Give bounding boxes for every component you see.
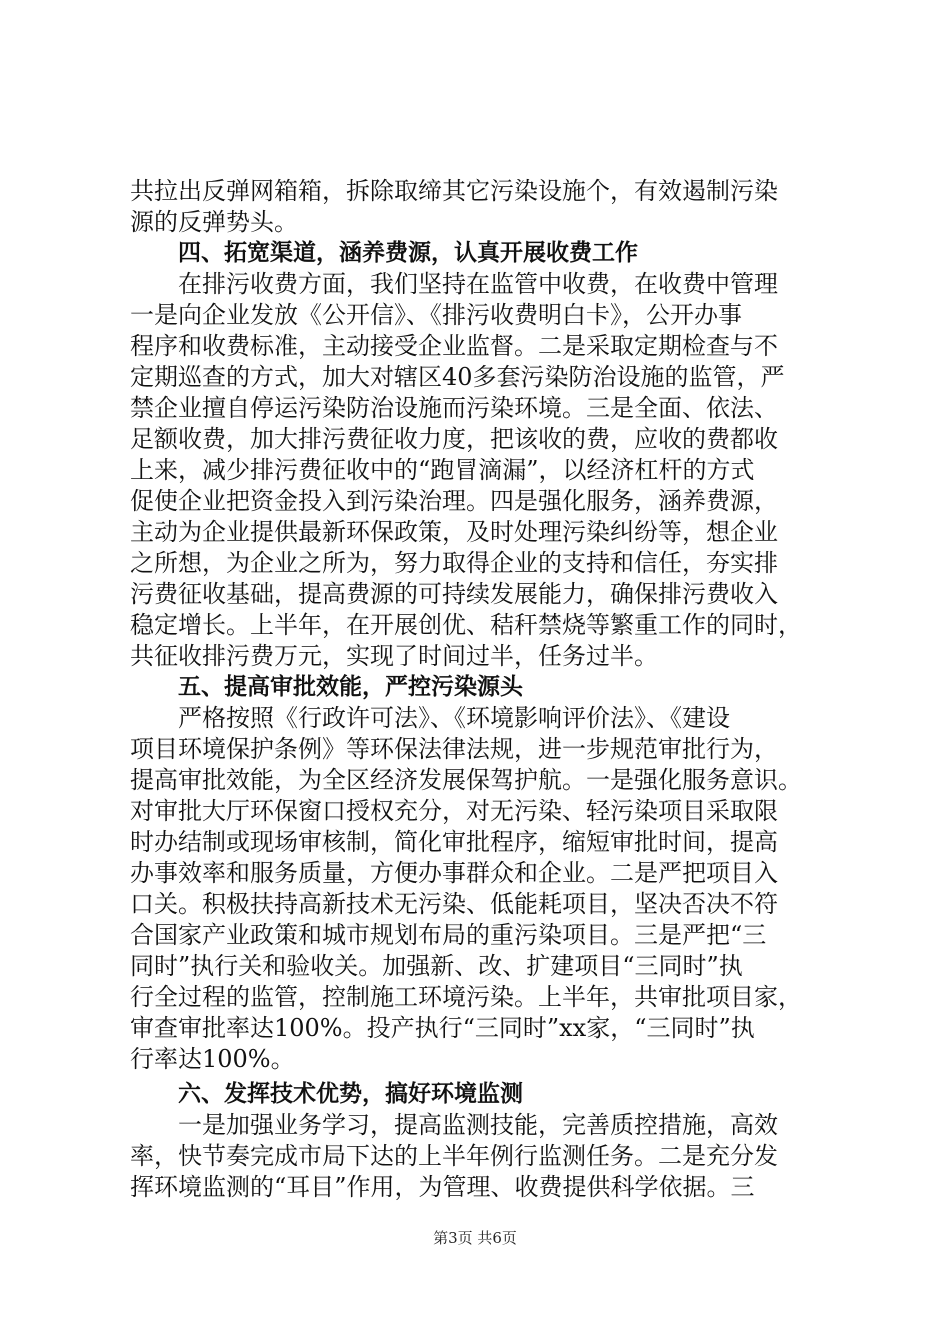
body-text-line: 时办结制或现场审核制，简化审批程序，缩短审批时间，提高 [130, 828, 778, 856]
body-text-line: 提高审批效能，为全区经济发展保驾护航。一是强化服务意识。 [130, 766, 802, 794]
body-text-line: 行率达100%。 [130, 1045, 295, 1073]
body-text-line: 对审批大厅环保窗口授权充分，对无污染、轻污染项目采取限 [130, 797, 778, 825]
body-text-line: 在排污收费方面，我们坚持在监管中收费，在收费中管理 [178, 270, 778, 298]
section-heading-5: 五、提高审批效能，严控污染源头 [178, 674, 523, 700]
body-text-line: 源的反弹势头。 [130, 208, 298, 236]
body-text-line: 率，快节奏完成市局下达的上半年例行监测任务。二是充分发 [130, 1142, 778, 1170]
body-text-line: 审查审批率达100%。投产执行“三同时”xx家，“三同时”执 [130, 1014, 755, 1042]
body-text-line: 禁企业擅自停运污染防治设施而污染环境。三是全面、依法、 [130, 394, 778, 422]
body-text-line: 一是向企业发放《公开信》、《排污收费明白卡》，公开办事 [130, 301, 742, 329]
body-text-line: 同时”执行关和验收关。加强新、改、扩建项目“三同时”执 [130, 952, 743, 980]
body-text-line: 促使企业把资金投入到污染治理。四是强化服务，涵养费源， [130, 487, 778, 515]
body-text-line: 办事效率和服务质量，方便办事群众和企业。二是严把项目入 [130, 859, 778, 887]
body-text-line: 一是加强业务学习，提高监测技能，完善质控措施，高效 [178, 1111, 778, 1139]
body-text-line: 项目环境保护条例》等环保法律法规，进一步规范审批行为， [130, 735, 778, 763]
body-text-line: 足额收费，加大排污费征收力度，把该收的费，应收的费都收 [130, 425, 778, 453]
page-number-footer: 第3页 共6页 [433, 1229, 517, 1247]
body-text-line: 严格按照《行政许可法》、《环境影响评价法》、《建设 [178, 704, 730, 732]
body-text-line: 污费征收基础，提高费源的可持续发展能力，确保排污费收入 [130, 580, 778, 608]
body-text-line: 定期巡查的方式，加大对辖区40多套污染防治设施的监管，严 [130, 363, 785, 391]
body-text-line: 程序和收费标准，主动接受企业监督。二是采取定期检查与不 [130, 332, 778, 360]
body-text-line: 口关。积极扶持高新技术无污染、低能耗项目，坚决否决不符 [130, 890, 778, 918]
body-text-line: 行全过程的监管，控制施工环境污染。上半年，共审批项目家， [130, 983, 802, 1011]
body-text-line: 合国家产业政策和城市规划布局的重污染项目。三是严把“三 [130, 921, 767, 949]
body-text-line: 挥环境监测的“耳目”作用，为管理、收费提供科学依据。三 [130, 1173, 755, 1201]
body-text-line: 共征收排污费万元，实现了时间过半，任务过半。 [130, 642, 658, 670]
body-text-line: 共拉出反弹网箱箱，拆除取缔其它污染设施个，有效遏制污染 [130, 177, 778, 205]
body-text-line: 主动为企业提供最新环保政策，及时处理污染纠纷等，想企业 [130, 518, 778, 546]
body-text-line: 稳定增长。上半年，在开展创优、秸秆禁烧等繁重工作的同时， [130, 611, 802, 639]
body-text-line: 上来，减少排污费征收中的“跑冒滴漏”，以经济杠杆的方式 [130, 456, 755, 484]
section-heading-6: 六、发挥技术优势，搞好环境监测 [178, 1081, 523, 1107]
section-heading-4: 四、拓宽渠道，涵养费源，认真开展收费工作 [178, 240, 638, 266]
body-text-line: 之所想，为企业之所为，努力取得企业的支持和信任，夯实排 [130, 549, 778, 577]
